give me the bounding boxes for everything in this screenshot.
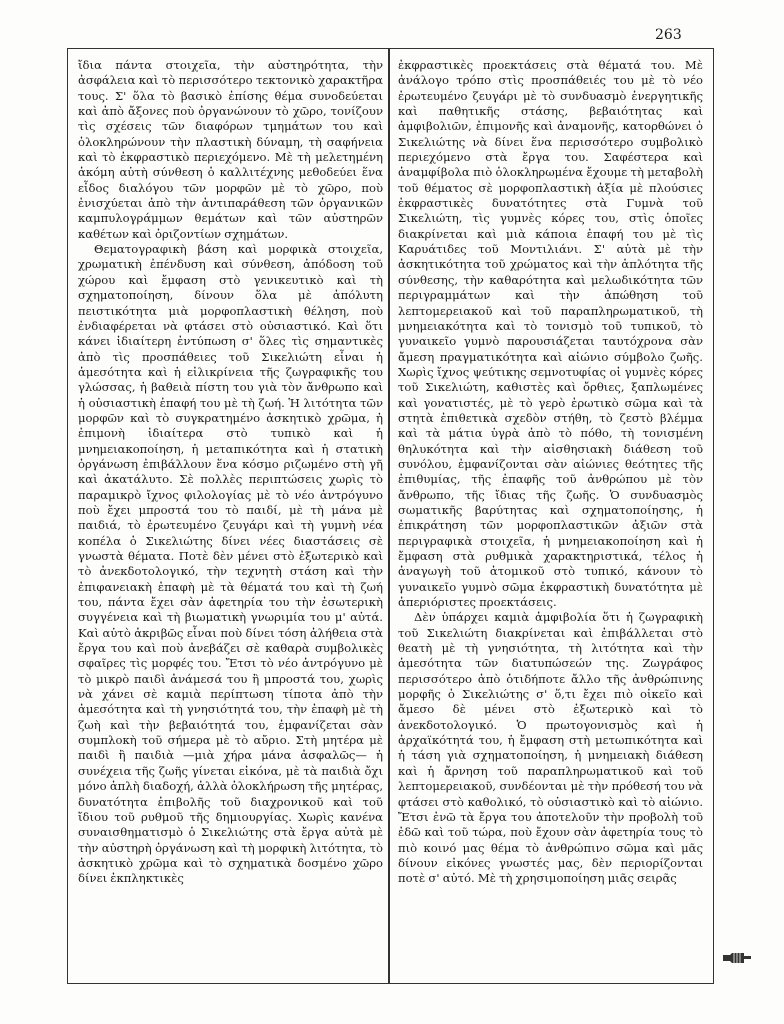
right-paragraph-2: Δὲν ὑπάρχει καμιὰ ἀμφιβολία ὅτι ἡ ζωγραφικὴ τοῦ Σικελιώτη διακρίνεται καὶ ἐπιβάλλεται στὸ θεατὴ μὲ τὴ γνησιότητα, τὴ λιτότητα καὶ τὴν ἀμεσότητα τῶν διατυπώσεών της. Ζωγράφος περισσότερο ἀπὸ ὁτιδήποτε ἄλλο τῆς ἀνθρώπινης μορφῆς ὁ Σικελιώτης σ' ὅ,τι ἔχει πιὸ οἰκεῖο καὶ ἄμεσο δὲ μένει στὸ ἐξωτερικὸ καὶ τὸ ἀνεκδοτολογικό. Ὁ πρωτογονισμὸς καὶ ἡ ἀρχαϊκότητά του, ἡ ἔμφαση στὴ μετωπικότητα καὶ ἡ τάση γιὰ σχηματοποίηση, ἡ μνημειακὴ διάθεση καὶ ἡ ἄρνηση τοῦ παραπληρωματικοῦ καὶ τοῦ λεπτομερειακοῦ, συνδέονται μὲ τὴν πρόθεσή του νὰ φτάσει στὸ καθολικό, τὸ οὐσιαστικὸ καὶ τὸ αἰώνιο. Ἔτσι ἐνῶ τὰ ἔργα του ἀποτελοῦν τὴν προβολὴ τοῦ ἐδῶ καὶ τοῦ τώρα, ποὺ ἔχουν σὰν ἀφετηρία τους τὸ πιὸ κοινό μας θέμα τὸ ἀνθρώπινο σῶμα καὶ μᾶς δίνουν εἰκόνες γνωστές μας, δὲν περιορίζονται ποτὲ σ' αὐτό. Μὲ τὴ χρησιμοποίηση μιᾶς σειρᾶς	[398, 610, 703, 886]
right-paragraph-1: ἐκφραστικὲς προεκτάσεις στὰ θέματά του. Μὲ ἀνάλογο τρόπο στὶς προσπάθειές του μὲ τὸ νέο ἐρωτευμένο ζευγάρι μὲ τὸ συνδυασμὸ ἐνεργητικῆς καὶ παθητικῆς στάσης, βεβαιότητας καὶ ἀμφιβολιῶν, ἐπιμονῆς καὶ ἀναμονῆς, κατορθώνει ὁ Σικελιώτης νὰ δίνει ἕνα περισσότερο συμβολικὸ περιεχόμενο στὰ ἔργα του. Σαφέστερα καὶ ἀναμφίβολα πιὸ ὁλοκληρωμένα ἔχουμε τὴ μεταβολὴ τοῦ θέματος σὲ μορφοπλαστικὴ ἀξία μὲ πλούσιες ἐκφραστικὲς δυνατότητες στὰ Γυμνὰ τοῦ Σικελιώτη, τὶς γυμνὲς κόρες του, στὶς ὁποῖες διακρίνεται καὶ μιὰ κάποια ἐπαφή του μὲ τὶς Καρυάτιδες τοῦ Μοντιλιάνι. Σ' αὐτὰ μὲ τὴν ἀσκητικότητα τοῦ χρώματος καὶ τὴν ἁπλότητα τῆς σύνθεσης, τὴν καθαρότητα καὶ μελωδικότητα τῶν περιγραμμάτων καὶ τὴν ἀπώθηση τοῦ λεπτομερειακοῦ καὶ τοῦ παραπληρωματικοῦ, τὴ μνημειακότητα καὶ τὸ τονισμὸ τοῦ τυπικοῦ, τὸ γυναικεῖο γυμνὸ παρουσιάζεται ταυτόχρονα σὰν ἄμεση πραγματικότητα καὶ αἰώνιο σύμβολο ζωῆς. Χωρὶς ἴχνος ψεύτικης σεμνοτυφίας οἱ γυμνὲς κόρες τοῦ Σικελιώτη, καθιστὲς καὶ ὄρθιες, ξαπλωμένες καὶ γονατιστές, μὲ τὸ γερὸ ἐρωτικὸ σῶμα καὶ τὰ στητὰ ἐπιθετικὰ σχεδὸν στήθη, τὸ ζεστὸ βλέμμα καὶ τὰ μάτια ὑγρὰ ἀπὸ τὸ πόθο, τὴ τονισμένη θηλυκότητα καὶ τὴν αἰσθησιακὴ διάθεση τοῦ συνόλου, ἐμφανίζονται σὰν αἰώνιες θεότητες τῆς ἐπιθυμίας, τῆς ἐπαφῆς τοῦ ἀνθρώπου μὲ τὸν ἄνθρωπο, τῆς ἴδιας τῆς ζωῆς. Ὁ συνδυασμὸς σωματικῆς βαρύτητας καὶ σχηματοποίησης, ἡ ἐπικράτηση τῶν μορφοπλαστικῶν ἀξιῶν στὰ περιγραφικὰ στοιχεῖα, ἡ μνημειακοποίηση καὶ ἡ ἔμφαση στὰ ρυθμικὰ χαρακτηριστικά, τέλος ἡ ἀναγωγὴ τοῦ ἀτομικοῦ στὸ τυπικό, κάνουν τὸ γυναικεῖο γυμνὸ σῶμα ἐκφραστικὴ δυνατότητα μὲ ἀπεριόριστες προεκτάσεις.	[398, 58, 703, 610]
left-paragraph-2: Θεματογραφικὴ βάση καὶ μορφικὰ στοιχεῖα, χρωματικὴ ἐπένδυση καὶ σύνθεση, ἀπόδοση τοῦ χώρου καὶ ἔμφαση στὸ γενικευτικὸ καὶ τὴ σχηματοποίηση, δίνουν ὅλα μὲ ἀπόλυτη πειστικότητα μιὰ μορφοπλαστικὴ θέληση, ποὺ ἐνδιαφέρεται νὰ φτάσει στὸ οὐσιαστικό. Καὶ ὅτι κάνει ἰδιαίτερη ἐντύπωση σ' ὅλες τὶς σημαντικὲς ἀπὸ τὶς προσπάθειες τοῦ Σικελιώτη εἶναι ἡ ἀμεσότητα καὶ ἡ εἰλικρίνεια τῆς ζωγραφικῆς του γλώσσας, ἡ βαθειὰ πίστη του γιὰ τὸν ἄνθρωπο καὶ ἡ οὐσιαστικὴ ἐπαφή του μὲ τὴ ζωή. Ἡ λιτότητα τῶν μορφῶν καὶ τὸ συγκρατημένο ἀσκητικὸ χρῶμα, ἡ ἐπιμονὴ ἰδιαίτερα στὸ τυπικὸ καὶ ἡ μνημειακοποίηση, ἡ μεταπικότητα καὶ ἡ στατικὴ ὀργάνωση ἐπιβάλλουν ἕνα κόσμο ριζωμένο στὴ γῆ καὶ ἀκατάλυτο. Σὲ πολλὲς περιπτώσεις χωρὶς τὸ παραμικρὸ ἴχνος φιλολογίας μὲ τὸ νέο ἀντρόγυνο ποὺ ἔχει μπροστά του τὸ παιδί, μὲ τὴ μάνα μὲ παιδιά, τὸ ἐρωτευμένο ζευγάρι καὶ τὴ γυμνὴ νέα κοπέλα ὁ Σικελιώτης δίνει νέες διαστάσεις σὲ γνωστὰ θέματα. Ποτὲ δὲν μένει στὸ ἐξωτερικὸ καὶ τὸ ἀνεκδοτολογικό, τὴν τεχνητὴ στάση καὶ τὴν ἐπιφανειακὴ ἐπαφὴ μὲ τὰ θέματά του καὶ τὴ ζωή του, πάντα ἔχει σὰν ἀφετηρία του τὴν ἐσωτερικὴ συγγένεια καὶ τὴ βιωματικὴ γνωριμία του μ' αὐτά. Καὶ αὐτὸ ἀκριβῶς εἶναι ποὺ δίνει τόση ἀλήθεια στὰ ἔργα του καὶ ποὺ ἀνεβάζει σὲ καθαρὰ συμβολικὲς σφαῖρες τὶς μορφές του. Ἔτσι τὸ νέο ἀντρόγυνο μὲ τὸ μικρὸ παιδὶ ἀνάμεσά του ἢ μπροστά του, χωρὶς νὰ χάνει σὲ καμιὰ περίπτωση τίποτα ἀπὸ τὴν ἀμεσότητα καὶ τὴ γνησιότητά του, τὴν ἐπαφὴ μὲ τὴ ζωὴ καὶ τὴν βεβαιότητά του, ἐμφανίζεται σὰν συμπλοκὴ τοῦ σήμερα μὲ τὸ αὔριο. Στὴ μητέρα μὲ παιδὶ ἢ παιδιὰ —μιὰ χήρα μάνα ἀσφαλῶς— ἡ συνέχεια τῆς ζωῆς γίνεται εἰκόνα, μὲ τὰ παιδιὰ ὄχι μόνο ἁπλὴ διαδοχή, ἀλλὰ ὁλοκλήρωση τῆς μητέρας, δυνατότητα ἐπιβολῆς τοῦ διαχρονικοῦ καὶ τοῦ ἴδιου τοῦ ρυθμοῦ τῆς δημιουργίας. Χωρὶς κανένα συναισθηματισμὸ ὁ Σικελιώτης στὰ ἔργα αὐτὰ μὲ τὴν αὐστηρὴ ὀργάνωση καὶ τὴ μορφικὴ λιτότητα, τὸ ἀσκητικὸ χρῶμα καὶ τὸ σχηματικὰ δοσμένο χῶρο δίνει ἐκπληκτικὲς	[78, 242, 383, 886]
left-column	[78, 58, 383, 887]
pointing-hand-icon	[722, 951, 752, 965]
right-column	[398, 58, 703, 887]
page-number: 263	[655, 27, 682, 43]
column-divider	[388, 48, 390, 984]
left-paragraph-1: ἴδια πάντα στοιχεῖα, τὴν αὐστηρότητα, τὴν ἀσφάλεια καὶ τὸ περισσότερο τεκτονικὸ χαρακτῆρα τους. Σ' ὅλα τὸ βασικὸ ἐπίσης θέμα συνοδεύεται καὶ ἀπὸ ἄξονες ποὺ ὀργανώνουν τὸ χῶρο, τονίζουν τὶς σχέσεις τῶν διαφόρων τμημάτων του καὶ ὁλοκληρώνουν τὴν πλαστικὴ δύναμη, τὴ σαφήνεια καὶ τὸ ἐκφραστικὸ περιεχόμενο. Μὲ τὴ μελετημένη ἀκόμη αὐτὴ σύνθεση ὁ καλλιτέχνης μεθοδεύει ἕνα εἶδος διαλόγου τῶν μορφῶν μὲ τὸ χῶρο, ποὺ ἐνισχύεται ἀπὸ τὴν ἀντιπαράθεση τῶν ὀργανικῶν καμπυλογράμμων θεμάτων καὶ τῶν αὐστηρῶν καθέτων καὶ ὁριζοντίων σχημάτων.	[78, 58, 383, 241]
